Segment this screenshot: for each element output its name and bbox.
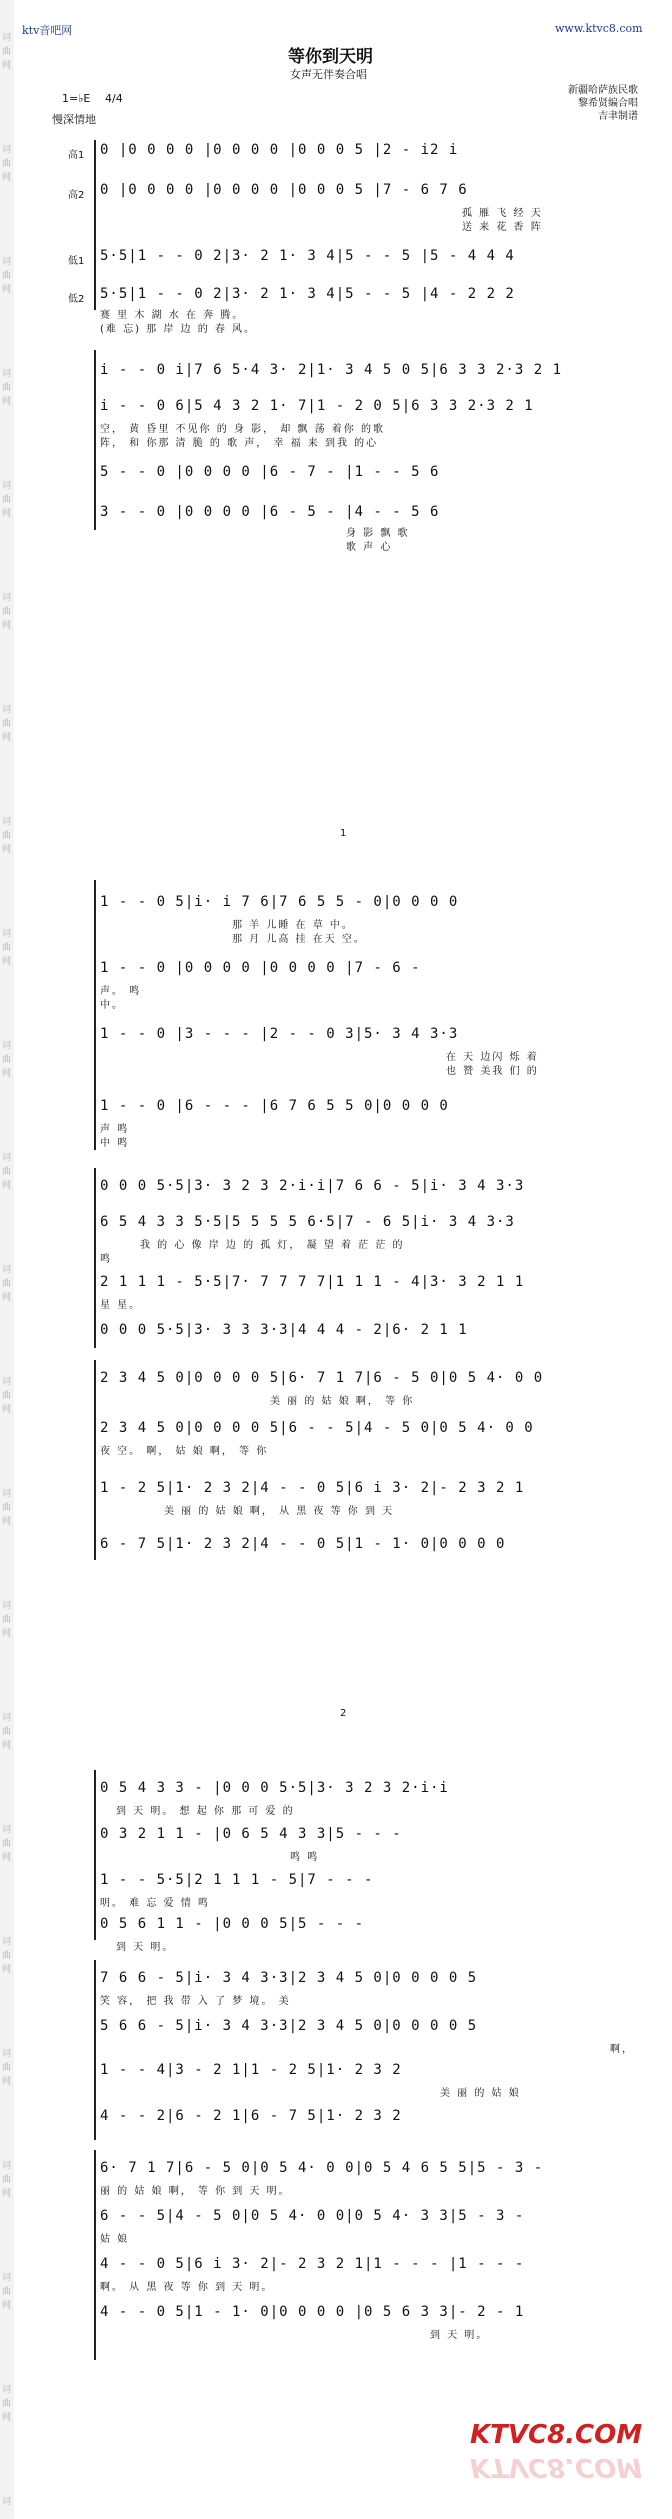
- key-signature: 1=♭E: [62, 92, 91, 105]
- watermark-glyph: 曲: [2, 2175, 12, 2185]
- lyric-line: 到 天 明。: [430, 2330, 489, 2341]
- lyric-line: 在 天 边闪 烁 着: [446, 1052, 539, 1063]
- lyric-line: 那 羊 儿睡 在 草 中。: [232, 920, 354, 931]
- watermark-glyph: 网: [2, 2189, 12, 2199]
- tempo-marking: 慢深情地: [52, 113, 96, 126]
- watermark-glyph: 网: [2, 1069, 12, 1079]
- notation-line: 1 - 2 5|1· 2 3 2|4 - - 0 5|6 i 3· 2|- 2 3 2 1: [100, 1480, 525, 1496]
- watermark-glyph: 词: [2, 1153, 12, 1163]
- lyric-line: 姑 娘: [100, 2234, 130, 2245]
- lyric-line: 孤 雁 飞 经 天: [462, 208, 543, 219]
- system-brace: [94, 1770, 96, 1940]
- lyric-line: 美 丽 的 姑 娘 啊， 等 你: [270, 1396, 415, 1407]
- watermark-glyph: 词: [2, 1489, 12, 1499]
- lyric-line: 中。: [100, 1000, 124, 1011]
- notation-line: 0 |0 0 0 0 |0 0 0 0 |0 0 0 5 |7 - 6 7 6: [100, 182, 468, 198]
- song-title: 等你到天明: [288, 47, 373, 67]
- watermark-glyph: 网: [2, 397, 12, 407]
- notation-line: 3 - - 0 |0 0 0 0 |6 - 5 - |4 - - 5 6: [100, 504, 440, 520]
- lyric-line: 夜 空。 啊， 姑 娘 啊， 等 你: [100, 1446, 269, 1457]
- left-watermark-strip: [0, 0, 14, 2519]
- watermark-glyph: 词: [2, 705, 12, 715]
- watermark-glyph: 词: [2, 481, 12, 491]
- watermark-glyph: 曲: [2, 2063, 12, 2073]
- notation-line: 6· 7 1 7|6 - 5 0|0 5 4· 0 0|0 5 4 6 5 5|5 - 3 -: [100, 2160, 544, 2176]
- watermark-glyph: 曲: [2, 1615, 12, 1625]
- watermark-glyph: 网: [2, 621, 12, 631]
- lyric-line: 空， 黄 昏里 不见你 的 身 影， 却 飘 荡 着你 的歌: [100, 424, 385, 435]
- lyric-line: 鸣: [100, 1254, 112, 1265]
- site-url-right[interactable]: www.ktvc8.com: [555, 22, 643, 35]
- lyric-line: 中 鸣: [100, 1138, 130, 1149]
- watermark-glyph: 网: [2, 1405, 12, 1415]
- watermark-glyph: 词: [2, 817, 12, 827]
- watermark-glyph: 曲: [2, 1167, 12, 1177]
- lyric-line: 星 星。: [100, 1300, 142, 1311]
- watermark-glyph: 网: [2, 509, 12, 519]
- watermark-glyph: 曲: [2, 831, 12, 841]
- lyric-line: 身 影 飘 歌: [346, 528, 410, 539]
- song-subtitle: 女声无伴奏合唱: [290, 68, 367, 81]
- lyric-line: 到 天 明。: [116, 1942, 175, 1953]
- voice-label-s2: 高2: [68, 190, 85, 201]
- system-brace: [94, 350, 96, 530]
- credits-block: [498, 84, 638, 123]
- watermark-glyph: 曲: [2, 1391, 12, 1401]
- voice-label-a2: 低2: [68, 294, 85, 305]
- watermark-glyph: 曲: [2, 607, 12, 617]
- site-name-left[interactable]: ktv音吧网: [22, 24, 73, 37]
- watermark-glyph: 网: [2, 1629, 12, 1639]
- lyric-line: 声 鸣: [100, 1124, 130, 1135]
- notation-line: 4 - - 0 5|1 - 1· 0|0 0 0 0 |0 5 6 3 3|- 2 - 1: [100, 2304, 525, 2320]
- notation-line: 0 |0 0 0 0 |0 0 0 0 |0 0 0 5 |2 - i2 i: [100, 142, 459, 158]
- time-signature: 4/4: [105, 92, 123, 105]
- watermark-glyph: 网: [2, 1853, 12, 1863]
- watermark-glyph: 网: [2, 173, 12, 183]
- system-brace: [94, 1168, 96, 1348]
- page-number: 1: [340, 828, 347, 839]
- watermark-glyph: 网: [2, 2413, 12, 2423]
- lyric-line: 阵， 和 你那 清 脆 的 歌 声， 幸 福 来 到我 的心: [100, 438, 379, 449]
- watermark-glyph: 网: [2, 2301, 12, 2311]
- watermark-glyph: 曲: [2, 383, 12, 393]
- watermark-glyph: 词: [2, 929, 12, 939]
- watermark-glyph: 网: [2, 1181, 12, 1191]
- watermark-glyph: 词: [2, 1041, 12, 1051]
- notation-line: 0 3 2 1 1 - |0 6 5 4 3 3|5 - - -: [100, 1826, 402, 1842]
- lyric-line: 啊，: [610, 2044, 634, 2055]
- notation-line: 0 5 4 3 3 - |0 0 0 5·5|3· 3 2 3 2·i·i: [100, 1780, 449, 1796]
- watermark-glyph: 词: [2, 369, 12, 379]
- watermark-glyph: 词: [2, 1377, 12, 1387]
- site-logo-reflection: KTVC8.COM: [470, 2452, 643, 2482]
- lyric-line: 那 月 儿高 挂 在天 空。: [232, 934, 366, 945]
- notation-line: 1 - - 4|3 - 2 1|1 - 2 5|1· 2 3 2: [100, 2062, 402, 2078]
- system-brace: [94, 1360, 96, 1560]
- watermark-glyph: 曲: [2, 159, 12, 169]
- watermark-glyph: 词: [2, 2049, 12, 2059]
- notation-line: 4 - - 2|6 - 2 1|6 - 7 5|1· 2 3 2: [100, 2108, 402, 2124]
- notation-line: 5·5|1 - - 0 2|3· 2 1· 3 4|5 - - 5 |4 - 2 2 2: [100, 286, 515, 302]
- watermark-glyph: 词: [2, 2161, 12, 2171]
- watermark-glyph: 词: [2, 2273, 12, 2283]
- watermark-glyph: 网: [2, 1965, 12, 1975]
- watermark-glyph: 网: [2, 2077, 12, 2087]
- watermark-glyph: 网: [2, 845, 12, 855]
- watermark-glyph: 词: [2, 2385, 12, 2395]
- lyric-line: 鸣 鸣: [290, 1852, 320, 1863]
- watermark-glyph: 词: [2, 1825, 12, 1835]
- notation-line: 6 5 4 3 3 5·5|5 5 5 5 6·5|7 - 6 5|i· 3 4 3·3: [100, 1214, 515, 1230]
- watermark-glyph: 曲: [2, 1727, 12, 1737]
- notation-line: 5 6 6 - 5|i· 3 4 3·3|2 3 4 5 0|0 0 0 0 5: [100, 2018, 478, 2034]
- watermark-glyph: 曲: [2, 47, 12, 57]
- credit-line: 吉聿制谱: [598, 111, 638, 122]
- lyric-line: 歌 声 心: [346, 542, 393, 553]
- watermark-glyph: 网: [2, 1517, 12, 1527]
- watermark-glyph: 曲: [2, 495, 12, 505]
- lyric-line: 我 的 心 像 岸 边 的 孤 灯， 凝 望 着 茫 茫 的: [140, 1240, 405, 1251]
- lyric-line: 送 来 花 香 阵: [462, 222, 543, 233]
- notation-line: 6 - - 5|4 - 5 0|0 5 4· 0 0|0 5 4· 3 3|5 - 3 -: [100, 2208, 525, 2224]
- credit-line: 新疆哈萨族民歌: [568, 85, 638, 96]
- watermark-glyph: 曲: [2, 943, 12, 953]
- notation-line: 2 3 4 5 0|0 0 0 0 5|6 - - 5|4 - 5 0|0 5 4· 0 0: [100, 1420, 534, 1436]
- lyric-line: 啊。 从 黑 夜 等 你 到 天 明。: [100, 2282, 274, 2293]
- watermark-glyph: 网: [2, 61, 12, 71]
- watermark-glyph: 曲: [2, 719, 12, 729]
- watermark-glyph: 曲: [2, 1055, 12, 1065]
- notation-line: 0 5 6 1 1 - |0 0 0 5|5 - - -: [100, 1916, 365, 1932]
- watermark-glyph: 网: [2, 1293, 12, 1303]
- watermark-glyph: 网: [2, 733, 12, 743]
- lyric-line: 美 丽 的 姑 娘: [440, 2088, 521, 2099]
- watermark-glyph: 网: [2, 285, 12, 295]
- notation-line: 1 - - 0 |6 - - - |6 7 6 5 5 0|0 0 0 0: [100, 1098, 449, 1114]
- notation-line: 5·5|1 - - 0 2|3· 2 1· 3 4|5 - - 5 |5 - 4 4 4: [100, 248, 515, 264]
- notation-line: 0 0 0 5·5|3· 3 2 3 2·i·i|7 6 6 - 5|i· 3 4 3·3: [100, 1178, 525, 1194]
- system-brace: [94, 1960, 96, 2140]
- notation-line: 1 - - 0 |0 0 0 0 |0 0 0 0 |7 - 6 -: [100, 960, 421, 976]
- lyric-line: 明。 难 忘 爱 情 鸣: [100, 1898, 210, 1909]
- notation-line: 1 - - 5·5|2 1 1 1 - 5|7 - - -: [100, 1872, 374, 1888]
- site-logo[interactable]: KTVC8.COM: [470, 2420, 643, 2450]
- lyric-line: 丽 的 姑 娘 啊， 等 你 到 天 明。: [100, 2186, 291, 2197]
- lyric-line: 笑 容， 把 我 带 入 了 梦 境。 美: [100, 1996, 291, 2007]
- notation-line: 4 - - 0 5|6 i 3· 2|- 2 3 2 1|1 - - - |1 - - -: [100, 2256, 525, 2272]
- lyric-line: 赛 里 木 湖 水 在 奔 腾。: [100, 310, 245, 321]
- notation-line: 7 6 6 - 5|i· 3 4 3·3|2 3 4 5 0|0 0 0 0 5: [100, 1970, 478, 1986]
- system-brace: [94, 2150, 96, 2360]
- watermark-glyph: 词: [2, 2497, 12, 2507]
- voice-label-s1: 高1: [68, 150, 85, 161]
- watermark-glyph: 词: [2, 1713, 12, 1723]
- watermark-glyph: 词: [2, 1265, 12, 1275]
- lyric-line: (难 忘) 那 岸 边 的 春 风。: [100, 324, 257, 335]
- lyric-line: 声。 鸣: [100, 986, 142, 997]
- lyric-line: 美 丽 的 姑 娘 啊， 从 黑 夜 等 你 到 天: [164, 1506, 395, 1517]
- watermark-glyph: 词: [2, 1601, 12, 1611]
- notation-line: i - - 0 6|5 4 3 2 1· 7|1 - 2 0 5|6 3 3 2·3 2 1: [100, 398, 534, 414]
- watermark-glyph: 曲: [2, 1279, 12, 1289]
- system-brace: [94, 140, 96, 310]
- lyric-line: 也 赞 美我 们 的: [446, 1066, 539, 1077]
- notation-line: i - - 0 i|7 6 5·4 3· 2|1· 3 4 5 0 5|6 3 3 2·3 2 1: [100, 362, 563, 378]
- watermark-glyph: 曲: [2, 2399, 12, 2409]
- lyric-line: 到 天 明。 想 起 你 那 可 爱 的: [116, 1806, 295, 1817]
- notation-line: 1 - - 0 5|i· i 7 6|7 6 5 5 - 0|0 0 0 0: [100, 894, 459, 910]
- watermark-glyph: 词: [2, 33, 12, 43]
- watermark-glyph: 词: [2, 593, 12, 603]
- watermark-glyph: 词: [2, 145, 12, 155]
- watermark-glyph: 曲: [2, 1839, 12, 1849]
- watermark-glyph: 曲: [2, 1503, 12, 1513]
- notation-line: 6 - 7 5|1· 2 3 2|4 - - 0 5|1 - 1· 0|0 0 0 0: [100, 1536, 506, 1552]
- watermark-glyph: 曲: [2, 2287, 12, 2297]
- credit-line: 黎希贤编合唱: [578, 98, 638, 109]
- watermark-glyph: 曲: [2, 1951, 12, 1961]
- notation-line: 5 - - 0 |0 0 0 0 |6 - 7 - |1 - - 5 6: [100, 464, 440, 480]
- notation-line: 2 3 4 5 0|0 0 0 0 5|6· 7 1 7|6 - 5 0|0 5 4· 0 0: [100, 1370, 544, 1386]
- notation-line: 0 0 0 5·5|3· 3 3 3·3|4 4 4 - 2|6· 2 1 1: [100, 1322, 468, 1338]
- notation-line: 2 1 1 1 - 5·5|7· 7 7 7 7|1 1 1 - 4|3· 3 2 1 1: [100, 1274, 525, 1290]
- page-number: 2: [340, 1708, 347, 1719]
- notation-line: 1 - - 0 |3 - - - |2 - - 0 3|5· 3 4 3·3: [100, 1026, 459, 1042]
- watermark-glyph: 网: [2, 957, 12, 967]
- watermark-glyph: 网: [2, 1741, 12, 1751]
- watermark-glyph: 曲: [2, 271, 12, 281]
- system-brace: [94, 880, 96, 1150]
- watermark-glyph: 词: [2, 1937, 12, 1947]
- watermark-glyph: 词: [2, 257, 12, 267]
- voice-label-a1: 低1: [68, 256, 85, 267]
